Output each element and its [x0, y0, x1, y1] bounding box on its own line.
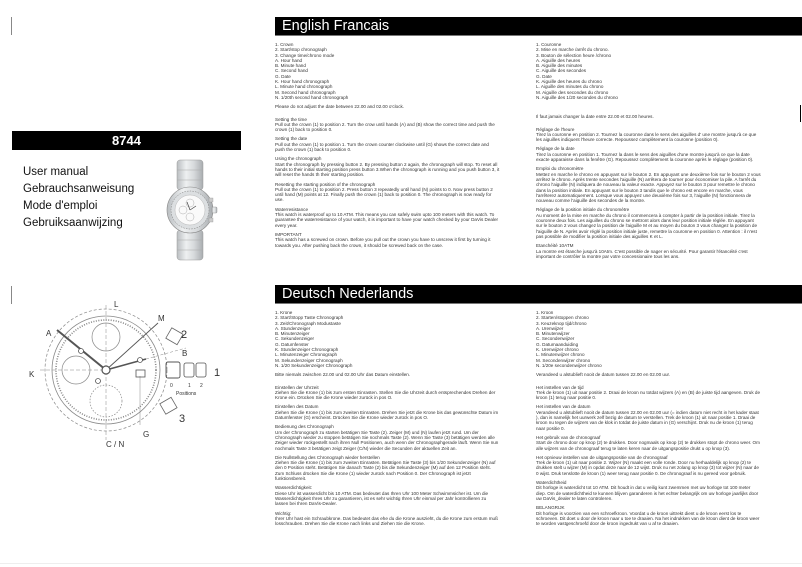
legend-item: 2. Mise en marche /arrêt du chrono. — [536, 47, 609, 53]
dutch-column — [536, 310, 761, 530]
label-button-3: 3 — [179, 413, 186, 425]
dutch-legend — [536, 310, 761, 368]
legend-item: C. Aiguille des secondes — [536, 68, 587, 74]
legend-item: K. Urenwijzer chrono — [536, 347, 579, 353]
legend-item: 3. Bouton de sélection heure /chrono — [536, 52, 612, 58]
block-text: Au moment de la mise en marche du chrono il commencera à compter à partir de la position initiale. Tirez la couronne deux fois. Les aiguilles du chrono se mettront alors dans leur position initiale réglée. En appuyant sur le bouton 2 vous changez la position de l'aiguille M et au moyen du bouton 3 vous changez la position de l'aiguille de N. Après avoir réglé la position initiale juste, remettre la couronne en position 0. Attention : il n'est pas possible de modifier la position initiale des aiguilles K et L. — [536, 212, 758, 239]
block-title: Einstellen der Uhrzeit — [275, 384, 319, 390]
block-text: La montre est étanche jusqu'à 10Atm. C'est possible de nager en sécurité. Pour garantir l'étancéité c'est important de contrôler la montre par votre concessionaire tous les ans. — [536, 248, 748, 259]
block-text: Ziehen Sie die Krone (1) bis zum ersten Einrasten. Stellen Sie die Uhrzeit durch entsprechendes Drehen der Krone ein. Drücken Sie die Krone wieder zurück in pos O. — [275, 389, 496, 401]
legend-item: B. Aiguille des minutes — [536, 63, 583, 69]
dutch-date-note: Verandeed u alstublieft nooit de datum tussen 22.00 en 02.00 uur. — [536, 372, 671, 378]
legend-item: 2. Start/stop chronograph — [275, 47, 327, 53]
label-pos-1: 1 — [188, 383, 191, 389]
legend-item: 3. Change time/chrono mode — [275, 52, 335, 58]
block-text: Mettez en marche le chrono en appuyant sur le bouton 2. En appuyant une deuxième fois sur le bouton 2 vous arrêtez le chrono. Après trente secondes l'aiguille (N) arrêtera de tourner pour économiser la pile. A l'arrêt du chrono l'aiguille (N) indiquera de nouveau la valeur exacte. Appuyez sur le bouton 3 pour remettre le chrono dans la position initiale. En appuyant sur le bouton 3 tandis que le chrono est encore en marche, vous l'arrêterez automatiquement. Lorsque vous appuyez une deuxième fois sur 3, l'aiguille (N) fonctionnera de nouveau comme l'aiguille des secondes de la montre. — [536, 171, 761, 204]
label-C-N: C / N — [106, 440, 125, 449]
german-legend — [275, 310, 500, 368]
block-title: Using the chronograph — [275, 156, 322, 162]
block-text: Ziehen Sie die Krone (1) bis zum zweiten Einrasten. Betätigen Sie Taste (3) bis 1/20 Sekundenzeiger (N) auf den 0 Position steht. Betätigen Sie danach Taste (2) bis die Sekundenzeiger (M) auf den 12 Position steht. Zum Schluss drücken Sie die Krone (1) wieder zurück nach Position 0. Der Chronograph ist jetzt funktionsbereit. — [275, 460, 496, 482]
legend-item: L. Minutenwijzer chrono — [536, 352, 585, 358]
legend-item: B. Minutenzeiger — [275, 331, 310, 337]
legend-item: N. 1/20 Sekundenzeiger Chronograph — [275, 362, 353, 368]
legend-item: M. Second hand chronograph — [275, 89, 336, 95]
legend-item: C. Second hand — [275, 68, 308, 74]
watch-dial-diagram — [10, 285, 240, 465]
english-date-note: Please do not adjust the date between 22.00 and 02.00 o'clock. — [275, 104, 405, 110]
label-B: B — [182, 349, 188, 358]
block-text: Trek de kroon (1) uit naar positie 2. Wijzer (N) maakt een volle ronde. Door nu herhaaldelijk op knop (2) te drukken stelt u wijzer (M) in opdat deze naar de 12 wijst. Druk nu net zolang op knop (3) tot wijzer (N) naar de 0 wijst. Druk tenslotte de kroon (1) weer terug naar positie 0. De chronograaf is nu gereed voor gebruik. — [536, 460, 759, 476]
legend-item: 3. Zeit/Chronograph Modustaste — [275, 320, 341, 326]
label-G: G — [143, 430, 150, 439]
block-text: Pull out the crown (1) to position 2. Press button 3 repeatedly until hand (N) points to 0. Now press button 2 until hand (M) points at 12. Finally push the crown (1) back to position 0. The chronograph is now ready for use. — [275, 186, 493, 203]
legend-item: B. Minutenwijzer — [536, 331, 570, 337]
block-title: Het instellen van de tijd — [536, 384, 584, 390]
legend-item: K. Stundenzeiger Chronograph — [275, 347, 339, 353]
legend-item: 1. Crown — [275, 42, 294, 47]
block-title: Etanchéité 10ATM — [536, 243, 574, 249]
block-title: Resetting the starting position of the chronograph — [275, 181, 376, 187]
section-header-german-dutch: Deutsch Nederlands — [275, 285, 802, 304]
block-text: Pull out the crown (1) to position 1. Turn the crown counter clockwise until (G) shows the correct date and push the crown (1) back to position 0. — [275, 141, 489, 153]
label-button-2: 2 — [181, 329, 188, 341]
legend-item: A. Stundenzeiger — [275, 325, 311, 331]
title-dutch: Gebruiksaanwijzing — [23, 217, 123, 229]
page-bottom-edge — [0, 563, 802, 564]
legend-item: C. Secondenwijzer — [536, 336, 575, 342]
block-text: Ziehen Sie die Krone (1) bis zum zweiten Einrasten. Drehen Sie jetzt die Krone bis das gewünschte Datum im Datumfenster (G) erscheint. Drücken Sie die Krone wieder zurück in pos O. — [275, 409, 499, 421]
title-english: User manual — [23, 166, 89, 178]
label-L: L — [114, 300, 119, 309]
block-text: Trek de kroon (1) uit naar positie 2. Draai de kroon nu totdat wijzers (A) en (B) de juiste tijd aangeven. Druk de kroon (1) terug naar positie 0. — [536, 389, 761, 401]
crop-mark-top — [11, 17, 12, 35]
german-date-note: Bitte niemals zwischen 22.00 und 02.00 Uhr das Datum einstellen. — [275, 372, 411, 378]
block-title: Setting the time — [275, 116, 307, 122]
legend-item: G. Datumaanduiding — [536, 341, 579, 347]
watch-photo — [160, 158, 222, 262]
block-title: Bedienung des Chronograph — [275, 424, 334, 430]
french-date-note: Il faut jamais changer la date entre 22.00 et 02.00 heures. — [536, 114, 654, 120]
block-title: Die Nullstellung des Chronograph wieder herstellen — [275, 454, 380, 460]
block-text: Um der Chronograph zu starten betätigen Sie Taste (2). Zeiger (M) und (N) laufen jetzt rund. Um der Chronograph wieder zu stoppen betätigen Sie nochmals Taste (2). Wenn Sie Taste (3) betätigen werden alle Zeiger wieder rückgestellt nach ihren Null Positionen, auch wenn der Chronographgerade läuft. Wenn Sie nun nochmals Taste 3 betätigen zeigt Zeiger (C/N) wieder die Secunden der aktuellen Zeit an. — [275, 429, 499, 451]
legend-item: B. Minute hand — [275, 63, 306, 69]
label-A: A — [46, 329, 52, 338]
legend-item: A. Aiguille des heures — [536, 57, 581, 63]
title-german: Gebrauchsanweisung — [23, 183, 135, 195]
legend-item: L. Aiguille des minutes du chrono — [536, 84, 604, 90]
block-text: Ihrer Uhr hast ein Schraubkrone. Das bedeutet das ehe du die Krone auszieht, du die Krone zum erstum muß losschrauben. Drehen Sie die Krone nach links und Ziehen Sie die Krone. — [275, 515, 498, 527]
block-title: Waterdichtheid — [536, 480, 567, 486]
legend-item: 1. Couronne — [536, 42, 562, 47]
german-column — [275, 310, 500, 530]
block-title: Setting the date — [275, 136, 308, 142]
block-text: Pull out the crown (1) to position 2. Turn the crow until hands (A) and (B) show the correct time and push the crown (1) back to position 0. — [275, 121, 495, 133]
block-text: Tirez la couronne en position 2. Tournez la couronne dans le sens des aiguilles d' une montre jusqu'à ce que les aiguilles indiquent l'heure correcte. Repoussez complètement la couronne (position 0). — [536, 131, 757, 143]
block-title: Het gebruik van de chronograaf — [536, 434, 601, 440]
label-M: M — [158, 314, 165, 323]
block-text: This watch has a screwed on crown. Before you pull out the crown you have to unscrew it first by turning it towards you. After pushing back the crown, it should be screwed back on the case. — [275, 237, 491, 248]
legend-item: A. Urenwijzer — [536, 325, 564, 331]
manual-titles — [23, 164, 134, 232]
block-title: Einstellen des Datum — [275, 404, 319, 410]
block-text: Dit horloge is waterdicht tot 10 ATM. Dit houdt in dat u veilig kunt zwemmen met uw horloge tot 100 meter diep. Om de waterdichtheid te kunnen blijven garanderen is het echter belangrijk om uw horloge jaarlijks door uw DaVis_dealer te laten controleren. — [536, 485, 759, 501]
legend-item: 1. Krone — [275, 310, 293, 315]
block-title: Het instellen van de datum — [536, 404, 591, 410]
legend-item: C. Sekundenzeiger — [275, 336, 315, 342]
block-title: Emploi du chronomètre — [536, 166, 584, 172]
legend-item: M. Secondenwijzer chrono — [536, 357, 591, 363]
legend-item: K. Aiguille des heures du chrono — [536, 79, 602, 85]
label-pos-2: 2 — [200, 383, 203, 389]
block-title: Réglage de l'heure — [536, 126, 575, 132]
legend-item: K. Hour hand chronograph — [275, 79, 330, 85]
legend-item: N. Aiguille des 1/20 secondes du chrono — [536, 94, 618, 100]
section-header-english-french: English Francais — [275, 17, 802, 36]
legend-item: A. Hour hand — [275, 57, 303, 63]
label-pos-0: 0 — [170, 383, 173, 389]
legend-item: L. Minute hand chronograph — [275, 84, 333, 90]
block-title: Réglage de la position initiale du chronomètre — [536, 207, 630, 213]
block-title: Wichtig: — [275, 510, 292, 516]
model-number-banner: 8744 — [12, 131, 241, 150]
french-column — [536, 42, 761, 263]
block-text: Verandeed u alstublieft nooit de datum tussen 22.00 en 02.00 uur (= indien datum niet recht in het kader staat ), dan is namelijk het uurwerk zelf bezig de datum te verstellen. Trek de kroon (1) uit naar positie 1. Draai de kroon nu tegen de wijzers van de klok in totdat de juiste datum in (G) verschijnt. Druk nu de kroon (1) terug naar positie 0. — [536, 409, 759, 431]
block-text: This watch is waterproof up to 10 ATM. This means you can safely swim upto 100 meters with this watch. To guarantee the waterresistance of your watch, it is important to have your watch checked by your DaVis Dealer every year. — [275, 212, 499, 228]
legend-item: M. Aiguille des secondes du chrono — [536, 89, 609, 95]
legend-item: N. 1/20e secondenwijzer chrono — [536, 362, 602, 368]
block-title: BELANGRIJK — [536, 505, 565, 511]
legend-item: G. Date — [275, 73, 291, 79]
french-legend — [536, 42, 761, 100]
block-text: Tirez la couronne en position 1. Tournez la dans le sens des aiguilles d'une montre jusqu'à ce que la date exacte apparaisse dans la fenêtre (G). Repoussez complètement la couronne après le réglage (position 0). — [536, 151, 754, 163]
block-text: Dit horloge is voorzien van een schroefkroon. Voordat u de kroon uittrekt dient u de kroon eerst los te schroeven. Dit doet u door de kroon naar u toe te draaien. Na het indrukken van de kroon dient de kroon weer te worden vastgeschroefd door de kroon ingedrukt van u af te draaien. — [536, 510, 760, 527]
title-french: Mode d'emploi — [23, 200, 98, 212]
label-positions: Positions — [176, 391, 197, 397]
block-title: Réglage de la date — [536, 146, 575, 152]
english-column — [275, 42, 500, 252]
label-K: K — [29, 370, 35, 379]
legend-item: 1. Kroon — [536, 310, 554, 315]
legend-item: 2. Starten/stoppen chrono — [536, 315, 589, 321]
legend-item: G. Date — [536, 73, 552, 79]
block-title: Waterresistance — [275, 206, 309, 212]
block-text: Start the chronograph by pressing button 2. By pressing button 2 again, the chronograph will stop. To reset all hands to their initial starting position press button 3.When the chronograph is running and you push button 3, it will reset the hands th their starting position. — [275, 161, 500, 178]
legend-item: G. Datumfenster — [275, 341, 309, 347]
legend-item: 2. Start/Stopp Taste Chronograph — [275, 315, 344, 321]
legend-item: L. Minutenzeiger Chronograph — [275, 352, 338, 358]
legend-item: 3. Keuzeknop tijd/chrono — [536, 320, 587, 326]
block-text: Diese Uhr ist wasserdicht bis 10 ATM. Das bedeutet das Ihren Uhr 100 Meter Schwimmsicher ist. Um die Wasserdichtigkeit Ihres Uhr zu garantieren, ist es sehr wichtig Ihren Uhr einmal per Jahr kontrollieren zu lassen bei Ihren DaVis-Dealer. — [275, 490, 489, 507]
legend-item: N. 1/20th second hand chronograph — [275, 94, 349, 100]
block-title: Wasserdichtigkeit: — [275, 485, 313, 491]
block-title: Het opnieuw instellen van de uitgangspositie van de chronograaf — [536, 454, 668, 460]
label-crown-1: 1 — [214, 367, 221, 379]
block-title: IMPORTANT — [275, 231, 302, 237]
crop-mark-right — [800, 105, 801, 122]
english-legend — [275, 42, 500, 100]
legend-item: M. Sekundenzeiger Chronograph — [275, 357, 343, 363]
block-text: Start de chrono door op knop (2) te drukken. Door nogmaals op knop (2) te drukken stopt de chrono weer. Om alle wijzers van de chronograaf terug te laten keren naar de uitgangspositie drukt u op knop (3). — [536, 440, 760, 451]
